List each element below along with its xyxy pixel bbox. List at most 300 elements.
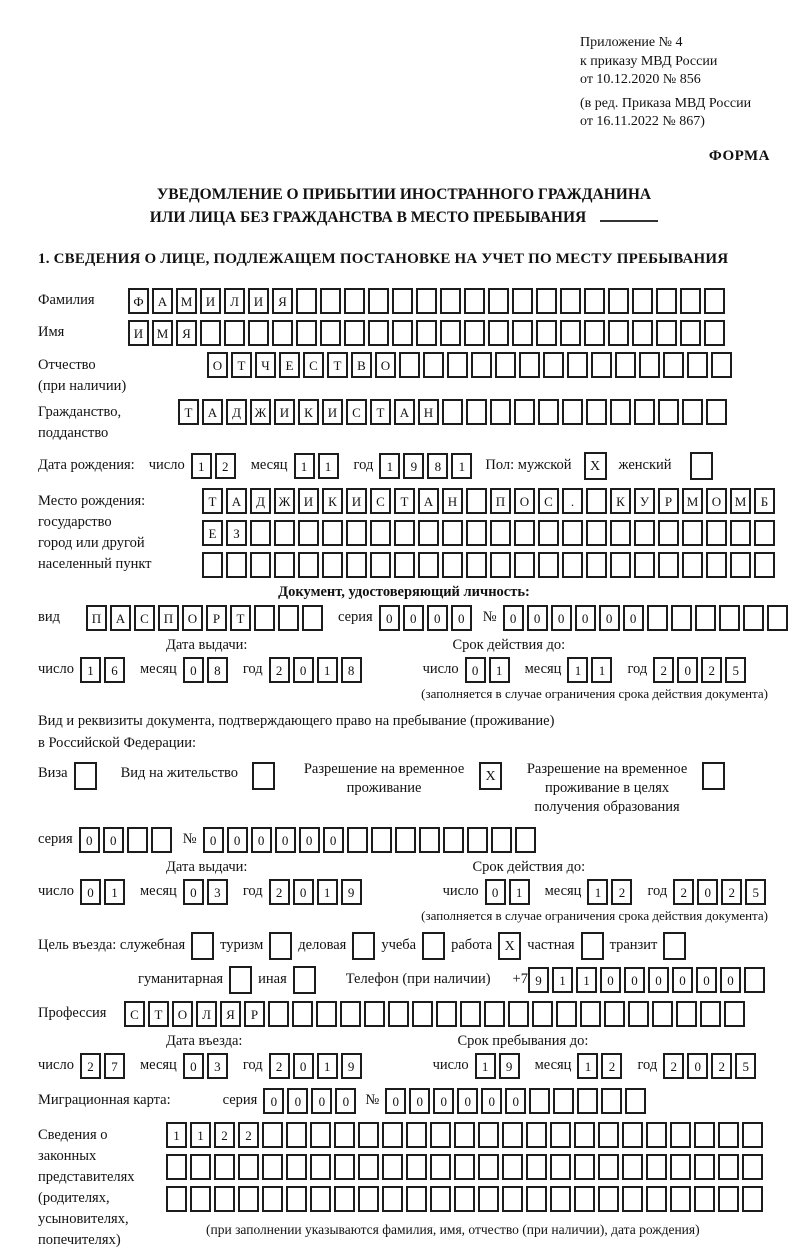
char-cell[interactable]	[647, 605, 668, 631]
char-cell[interactable]	[412, 1001, 433, 1027]
char-cell[interactable]	[754, 520, 775, 546]
char-cell[interactable]: 3	[207, 879, 228, 905]
char-cell[interactable]: Б	[754, 488, 775, 514]
char-cell[interactable]	[706, 520, 727, 546]
char-cell[interactable]	[334, 1154, 355, 1180]
char-cell[interactable]: 0	[505, 1088, 526, 1114]
char-cell[interactable]	[344, 288, 365, 314]
char-cell[interactable]: И	[298, 488, 319, 514]
char-cell[interactable]	[370, 520, 391, 546]
char-cell[interactable]	[370, 552, 391, 578]
char-cell[interactable]: А	[418, 488, 439, 514]
char-cell[interactable]	[538, 399, 559, 425]
char-cell[interactable]: 0	[79, 827, 100, 853]
char-cell[interactable]	[248, 320, 269, 346]
char-cell[interactable]	[440, 288, 461, 314]
char-cell[interactable]	[526, 1186, 547, 1212]
char-cell[interactable]: 0	[275, 827, 296, 853]
char-cell[interactable]: К	[610, 488, 631, 514]
char-cell[interactable]	[567, 352, 588, 378]
char-cell[interactable]: 1	[191, 453, 212, 479]
char-cell[interactable]	[320, 320, 341, 346]
char-cell[interactable]: О	[182, 605, 203, 631]
char-cell[interactable]: Р	[206, 605, 227, 631]
char-cell[interactable]: М	[176, 288, 197, 314]
char-cell[interactable]	[298, 520, 319, 546]
char-cell[interactable]	[466, 552, 487, 578]
checkbox-humanitarian[interactable]	[229, 966, 252, 994]
checkbox-official[interactable]	[191, 932, 214, 960]
char-cell[interactable]	[658, 399, 679, 425]
char-cell[interactable]	[553, 1088, 574, 1114]
char-cell[interactable]	[706, 552, 727, 578]
char-cell[interactable]	[682, 399, 703, 425]
char-cell[interactable]	[262, 1186, 283, 1212]
char-cell[interactable]: О	[207, 352, 228, 378]
char-cell[interactable]: Т	[394, 488, 415, 514]
char-cell[interactable]: 5	[735, 1053, 756, 1079]
char-cell[interactable]	[346, 552, 367, 578]
char-cell[interactable]: 0	[183, 879, 204, 905]
char-cell[interactable]: М	[730, 488, 751, 514]
char-cell[interactable]	[560, 288, 581, 314]
char-cell[interactable]: У	[634, 488, 655, 514]
char-cell[interactable]: Е	[279, 352, 300, 378]
char-cell[interactable]: 8	[341, 657, 362, 683]
char-cell[interactable]	[610, 520, 631, 546]
char-cell[interactable]	[671, 605, 692, 631]
char-cell[interactable]: Ч	[255, 352, 276, 378]
checkbox-tourism[interactable]	[269, 932, 292, 960]
char-cell[interactable]	[190, 1186, 211, 1212]
char-cell[interactable]: 1	[587, 879, 608, 905]
char-cell[interactable]: 0	[575, 605, 596, 631]
char-cell[interactable]	[502, 1186, 523, 1212]
char-cell[interactable]: И	[322, 399, 343, 425]
char-cell[interactable]: В	[351, 352, 372, 378]
char-cell[interactable]	[166, 1154, 187, 1180]
char-cell[interactable]: К	[322, 488, 343, 514]
char-cell[interactable]	[447, 352, 468, 378]
char-cell[interactable]	[250, 520, 271, 546]
char-cell[interactable]: 0	[251, 827, 272, 853]
char-cell[interactable]: 0	[427, 605, 448, 631]
char-cell[interactable]	[238, 1186, 259, 1212]
char-cell[interactable]: И	[248, 288, 269, 314]
char-cell[interactable]: 0	[385, 1088, 406, 1114]
char-cell[interactable]	[591, 352, 612, 378]
char-cell[interactable]: 1	[489, 657, 510, 683]
char-cell[interactable]	[598, 1186, 619, 1212]
char-cell[interactable]	[634, 520, 655, 546]
char-cell[interactable]	[430, 1154, 451, 1180]
checkbox-male[interactable]: X	[584, 452, 607, 480]
char-cell[interactable]: 0	[481, 1088, 502, 1114]
char-cell[interactable]: И	[128, 320, 149, 346]
char-cell[interactable]: 2	[215, 453, 236, 479]
char-cell[interactable]: 1	[166, 1122, 187, 1148]
char-cell[interactable]	[543, 352, 564, 378]
checkbox-residence-permit[interactable]	[252, 762, 275, 790]
char-cell[interactable]: 9	[403, 453, 424, 479]
char-cell[interactable]: 1	[317, 657, 338, 683]
char-cell[interactable]	[625, 1088, 646, 1114]
char-cell[interactable]	[532, 1001, 553, 1027]
char-cell[interactable]: 1	[552, 967, 573, 993]
char-cell[interactable]: С	[370, 488, 391, 514]
char-cell[interactable]: 1	[591, 657, 612, 683]
char-cell[interactable]	[656, 320, 677, 346]
char-cell[interactable]	[538, 552, 559, 578]
char-cell[interactable]: 9	[528, 967, 549, 993]
char-cell[interactable]: И	[274, 399, 295, 425]
char-cell[interactable]	[416, 320, 437, 346]
checkbox-temp-residence-education[interactable]	[702, 762, 725, 790]
char-cell[interactable]: 2	[611, 879, 632, 905]
char-cell[interactable]	[639, 352, 660, 378]
char-cell[interactable]	[577, 1088, 598, 1114]
char-cell[interactable]: 2	[80, 1053, 101, 1079]
char-cell[interactable]: П	[490, 488, 511, 514]
char-cell[interactable]	[634, 552, 655, 578]
char-cell[interactable]: Я	[220, 1001, 241, 1027]
char-cell[interactable]	[584, 288, 605, 314]
char-cell[interactable]: Т	[178, 399, 199, 425]
char-cell[interactable]: 0	[287, 1088, 308, 1114]
char-cell[interactable]	[584, 320, 605, 346]
char-cell[interactable]	[286, 1154, 307, 1180]
char-cell[interactable]	[442, 399, 463, 425]
char-cell[interactable]: 0	[600, 967, 621, 993]
char-cell[interactable]	[634, 399, 655, 425]
char-cell[interactable]	[454, 1154, 475, 1180]
char-cell[interactable]: 9	[341, 879, 362, 905]
char-cell[interactable]: 0	[409, 1088, 430, 1114]
char-cell[interactable]	[358, 1154, 379, 1180]
char-cell[interactable]	[560, 320, 581, 346]
char-cell[interactable]	[478, 1154, 499, 1180]
char-cell[interactable]: Ж	[250, 399, 271, 425]
char-cell[interactable]: Т	[230, 605, 251, 631]
char-cell[interactable]: 5	[745, 879, 766, 905]
char-cell[interactable]: 0	[697, 879, 718, 905]
char-cell[interactable]: .	[562, 488, 583, 514]
char-cell[interactable]: И	[200, 288, 221, 314]
char-cell[interactable]	[394, 552, 415, 578]
char-cell[interactable]	[388, 1001, 409, 1027]
char-cell[interactable]: 1	[567, 657, 588, 683]
char-cell[interactable]	[292, 1001, 313, 1027]
char-cell[interactable]: Н	[418, 399, 439, 425]
char-cell[interactable]	[718, 1186, 739, 1212]
char-cell[interactable]	[274, 552, 295, 578]
char-cell[interactable]	[371, 827, 392, 853]
char-cell[interactable]	[368, 320, 389, 346]
char-cell[interactable]: 0	[335, 1088, 356, 1114]
char-cell[interactable]	[406, 1122, 427, 1148]
char-cell[interactable]: 1	[451, 453, 472, 479]
char-cell[interactable]: Т	[370, 399, 391, 425]
char-cell[interactable]	[676, 1001, 697, 1027]
char-cell[interactable]	[495, 352, 516, 378]
char-cell[interactable]	[214, 1154, 235, 1180]
char-cell[interactable]	[670, 1122, 691, 1148]
char-cell[interactable]	[394, 520, 415, 546]
char-cell[interactable]	[529, 1088, 550, 1114]
char-cell[interactable]	[694, 1154, 715, 1180]
char-cell[interactable]	[658, 520, 679, 546]
char-cell[interactable]: 2	[238, 1122, 259, 1148]
char-cell[interactable]	[632, 320, 653, 346]
char-cell[interactable]: 0	[623, 605, 644, 631]
char-cell[interactable]	[711, 352, 732, 378]
char-cell[interactable]	[670, 1154, 691, 1180]
char-cell[interactable]: Т	[148, 1001, 169, 1027]
char-cell[interactable]	[687, 352, 708, 378]
char-cell[interactable]: С	[124, 1001, 145, 1027]
char-cell[interactable]: 5	[725, 657, 746, 683]
char-cell[interactable]	[466, 488, 487, 514]
char-cell[interactable]	[296, 320, 317, 346]
char-cell[interactable]: О	[172, 1001, 193, 1027]
char-cell[interactable]: 8	[207, 657, 228, 683]
char-cell[interactable]	[663, 352, 684, 378]
char-cell[interactable]	[550, 1154, 571, 1180]
char-cell[interactable]	[767, 605, 788, 631]
char-cell[interactable]	[322, 520, 343, 546]
char-cell[interactable]: 0	[293, 657, 314, 683]
char-cell[interactable]	[310, 1154, 331, 1180]
char-cell[interactable]	[536, 320, 557, 346]
char-cell[interactable]	[550, 1122, 571, 1148]
char-cell[interactable]: 1	[294, 453, 315, 479]
char-cell[interactable]: 0	[80, 879, 101, 905]
char-cell[interactable]: 0	[648, 967, 669, 993]
char-cell[interactable]	[298, 552, 319, 578]
char-cell[interactable]	[478, 1186, 499, 1212]
char-cell[interactable]	[418, 552, 439, 578]
char-cell[interactable]: З	[226, 520, 247, 546]
checkbox-female[interactable]	[690, 452, 713, 480]
char-cell[interactable]	[382, 1154, 403, 1180]
char-cell[interactable]	[484, 1001, 505, 1027]
char-cell[interactable]	[622, 1186, 643, 1212]
char-cell[interactable]	[466, 399, 487, 425]
char-cell[interactable]: Н	[442, 488, 463, 514]
char-cell[interactable]	[310, 1186, 331, 1212]
char-cell[interactable]	[598, 1154, 619, 1180]
char-cell[interactable]	[416, 288, 437, 314]
char-cell[interactable]: С	[134, 605, 155, 631]
char-cell[interactable]: 2	[711, 1053, 732, 1079]
char-cell[interactable]: 1	[577, 1053, 598, 1079]
char-cell[interactable]: 7	[104, 1053, 125, 1079]
char-cell[interactable]	[490, 552, 511, 578]
char-cell[interactable]	[694, 1122, 715, 1148]
char-cell[interactable]	[514, 552, 535, 578]
char-cell[interactable]: 0	[696, 967, 717, 993]
char-cell[interactable]	[598, 1122, 619, 1148]
char-cell[interactable]	[754, 552, 775, 578]
checkbox-other[interactable]	[293, 966, 316, 994]
char-cell[interactable]: П	[86, 605, 107, 631]
char-cell[interactable]	[320, 288, 341, 314]
char-cell[interactable]	[743, 605, 764, 631]
char-cell[interactable]	[440, 320, 461, 346]
char-cell[interactable]	[392, 320, 413, 346]
char-cell[interactable]	[742, 1186, 763, 1212]
char-cell[interactable]: 2	[269, 1053, 290, 1079]
char-cell[interactable]	[586, 399, 607, 425]
char-cell[interactable]	[399, 352, 420, 378]
checkbox-visa[interactable]	[74, 762, 97, 790]
char-cell[interactable]	[652, 1001, 673, 1027]
char-cell[interactable]: 1	[80, 657, 101, 683]
char-cell[interactable]	[550, 1186, 571, 1212]
char-cell[interactable]	[488, 320, 509, 346]
char-cell[interactable]	[718, 1154, 739, 1180]
char-cell[interactable]	[646, 1122, 667, 1148]
char-cell[interactable]: А	[152, 288, 173, 314]
char-cell[interactable]	[344, 320, 365, 346]
char-cell[interactable]	[526, 1154, 547, 1180]
char-cell[interactable]: 2	[653, 657, 674, 683]
char-cell[interactable]	[368, 288, 389, 314]
char-cell[interactable]: 1	[104, 879, 125, 905]
char-cell[interactable]	[488, 288, 509, 314]
char-cell[interactable]	[610, 399, 631, 425]
char-cell[interactable]	[670, 1186, 691, 1212]
char-cell[interactable]	[322, 552, 343, 578]
char-cell[interactable]	[442, 520, 463, 546]
char-cell[interactable]: А	[226, 488, 247, 514]
char-cell[interactable]	[423, 352, 444, 378]
checkbox-transit[interactable]	[663, 932, 686, 960]
char-cell[interactable]: 2	[721, 879, 742, 905]
char-cell[interactable]	[464, 288, 485, 314]
char-cell[interactable]: С	[303, 352, 324, 378]
char-cell[interactable]: М	[152, 320, 173, 346]
char-cell[interactable]	[519, 352, 540, 378]
char-cell[interactable]	[512, 288, 533, 314]
char-cell[interactable]	[586, 520, 607, 546]
char-cell[interactable]	[238, 1154, 259, 1180]
char-cell[interactable]: 2	[701, 657, 722, 683]
char-cell[interactable]	[514, 399, 535, 425]
char-cell[interactable]: К	[298, 399, 319, 425]
char-cell[interactable]	[718, 1122, 739, 1148]
char-cell[interactable]: 0	[299, 827, 320, 853]
char-cell[interactable]: Я	[176, 320, 197, 346]
char-cell[interactable]	[742, 1122, 763, 1148]
char-cell[interactable]	[724, 1001, 745, 1027]
char-cell[interactable]: 9	[341, 1053, 362, 1079]
char-cell[interactable]	[680, 288, 701, 314]
checkbox-temp-residence[interactable]: X	[479, 762, 502, 790]
char-cell[interactable]	[406, 1186, 427, 1212]
char-cell[interactable]	[680, 320, 701, 346]
char-cell[interactable]	[334, 1122, 355, 1148]
char-cell[interactable]	[574, 1154, 595, 1180]
char-cell[interactable]	[562, 520, 583, 546]
char-cell[interactable]	[392, 288, 413, 314]
char-cell[interactable]: Р	[658, 488, 679, 514]
char-cell[interactable]	[286, 1186, 307, 1212]
char-cell[interactable]	[706, 399, 727, 425]
char-cell[interactable]	[254, 605, 275, 631]
char-cell[interactable]: 2	[269, 879, 290, 905]
char-cell[interactable]: 0	[263, 1088, 284, 1114]
char-cell[interactable]	[682, 552, 703, 578]
char-cell[interactable]: 6	[104, 657, 125, 683]
char-cell[interactable]	[466, 520, 487, 546]
char-cell[interactable]	[604, 1001, 625, 1027]
char-cell[interactable]	[127, 827, 148, 853]
char-cell[interactable]: 0	[379, 605, 400, 631]
char-cell[interactable]	[608, 288, 629, 314]
char-cell[interactable]	[574, 1122, 595, 1148]
char-cell[interactable]	[574, 1186, 595, 1212]
char-cell[interactable]: 1	[317, 1053, 338, 1079]
char-cell[interactable]	[316, 1001, 337, 1027]
char-cell[interactable]	[272, 320, 293, 346]
char-cell[interactable]	[430, 1186, 451, 1212]
char-cell[interactable]	[358, 1186, 379, 1212]
char-cell[interactable]	[704, 320, 725, 346]
char-cell[interactable]	[382, 1186, 403, 1212]
char-cell[interactable]	[395, 827, 416, 853]
char-cell[interactable]	[556, 1001, 577, 1027]
char-cell[interactable]: 1	[317, 879, 338, 905]
char-cell[interactable]: Я	[272, 288, 293, 314]
char-cell[interactable]: 0	[527, 605, 548, 631]
char-cell[interactable]: 0	[227, 827, 248, 853]
char-cell[interactable]: О	[706, 488, 727, 514]
char-cell[interactable]	[442, 552, 463, 578]
char-cell[interactable]	[628, 1001, 649, 1027]
char-cell[interactable]	[302, 605, 323, 631]
char-cell[interactable]: Р	[244, 1001, 265, 1027]
checkbox-work[interactable]: X	[498, 932, 521, 960]
char-cell[interactable]: 1	[318, 453, 339, 479]
char-cell[interactable]: 0	[103, 827, 124, 853]
char-cell[interactable]: О	[375, 352, 396, 378]
char-cell[interactable]	[262, 1122, 283, 1148]
char-cell[interactable]	[406, 1154, 427, 1180]
char-cell[interactable]: 2	[663, 1053, 684, 1079]
char-cell[interactable]	[467, 827, 488, 853]
char-cell[interactable]	[334, 1186, 355, 1212]
char-cell[interactable]	[562, 399, 583, 425]
char-cell[interactable]: И	[346, 488, 367, 514]
char-cell[interactable]: 0	[323, 827, 344, 853]
char-cell[interactable]: Ж	[274, 488, 295, 514]
char-cell[interactable]	[608, 320, 629, 346]
char-cell[interactable]	[514, 520, 535, 546]
char-cell[interactable]	[704, 288, 725, 314]
char-cell[interactable]: П	[158, 605, 179, 631]
char-cell[interactable]	[460, 1001, 481, 1027]
char-cell[interactable]: 0	[311, 1088, 332, 1114]
char-cell[interactable]	[478, 1122, 499, 1148]
char-cell[interactable]: 0	[403, 605, 424, 631]
char-cell[interactable]	[419, 827, 440, 853]
char-cell[interactable]: 1	[379, 453, 400, 479]
char-cell[interactable]	[454, 1186, 475, 1212]
char-cell[interactable]: 0	[451, 605, 472, 631]
char-cell[interactable]: С	[538, 488, 559, 514]
char-cell[interactable]	[224, 320, 245, 346]
